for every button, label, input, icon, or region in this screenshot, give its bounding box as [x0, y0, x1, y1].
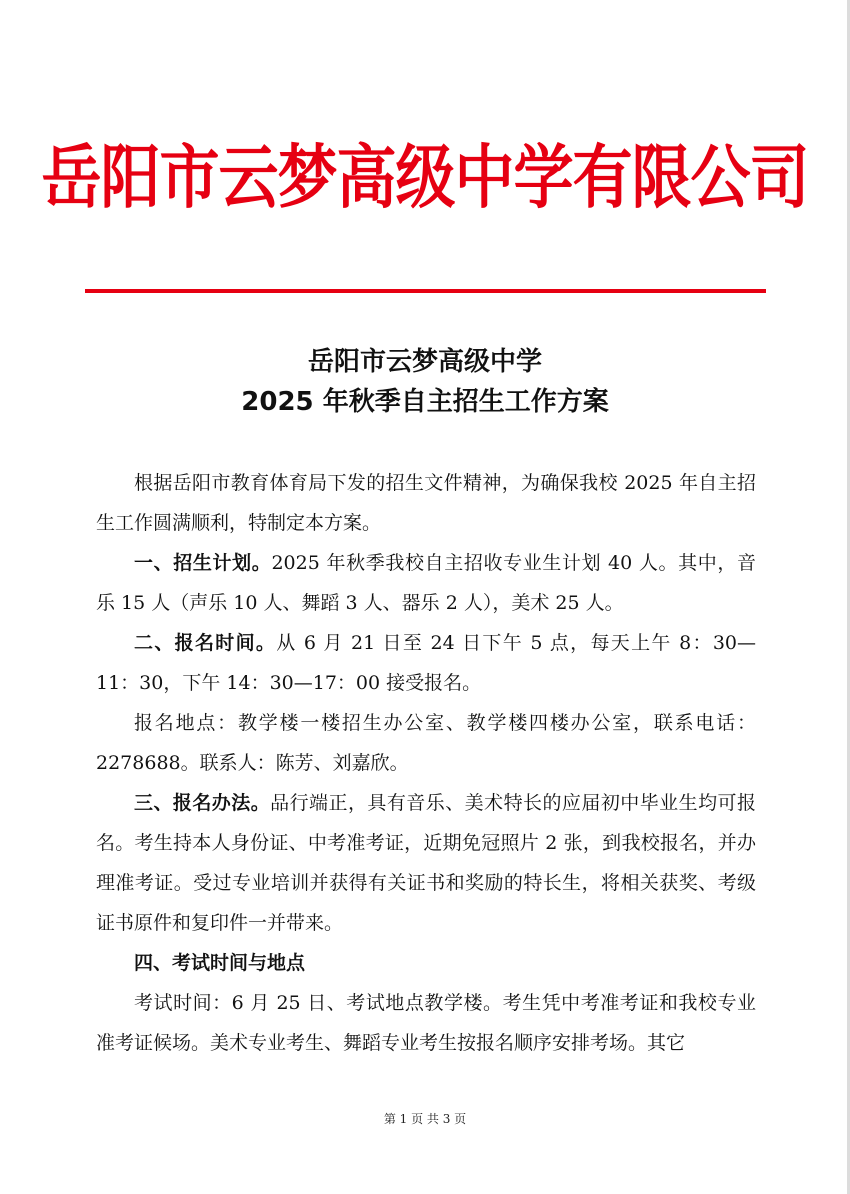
registration-method-paragraph [96, 783, 756, 943]
letterhead-red-rule [85, 289, 766, 293]
registration-method-heading: 三、报名办法。 [134, 792, 271, 814]
registration-method-text: 品行端正，具有音乐、美术特长的应届初中毕业生均可报名。考生持本人身份证、中考准考证，近期免冠照片 2 张，到我校报名，并办理准考证。受过专业培训并获得有关证书和奖励的特长生，将相关获奖、考级证书原件和复印件一并带来。 [96, 792, 756, 934]
registration-time-paragraph [96, 623, 756, 703]
exam-heading: 四、考试时间与地点 [134, 952, 306, 974]
letterhead-company-name: 岳阳市云梦高级中学有限公司 [41, 137, 809, 218]
enrollment-plan-paragraph [96, 543, 756, 623]
title-line-2: 2025 年秋季自主招生工作方案 [241, 387, 609, 417]
page-number: 第 1 页 共 3 页 [383, 1112, 467, 1126]
intro-paragraph: 根据岳阳市教育体育局下发的招生文件精神，为确保我校 2025 年自主招生工作圆满顺利，特制定本方案。 [96, 472, 756, 534]
enrollment-plan-heading: 一、招生计划。 [134, 552, 272, 574]
registration-time-text: 从 6 月 21 日至 24 日下午 5 点，每天上午 8：30—11：30，下午 14：30—17：00 接受报名。 [96, 632, 756, 694]
registration-time-heading: 二、报名时间。 [134, 632, 277, 654]
registration-location-paragraph: 报名地点：教学楼一楼招生办公室、教学楼四楼办公室，联系电话：2278688。联系人：陈芳、刘嘉欣。 [96, 712, 756, 774]
exam-paragraph: 考试时间：6 月 25 日、考试地点教学楼。考生凭中考准考证和我校专业准考证候场。美术专业考生、舞蹈专业考生按报名顺序安排考场。其它 [96, 992, 756, 1054]
title-line-1: 岳阳市云梦高级中学 [307, 347, 542, 377]
document-title [0, 342, 850, 422]
document-body [96, 463, 756, 1063]
enrollment-plan-text: 2025 年秋季我校自主招收专业生计划 40 人。其中，音乐 15 人（声乐 10 人、舞蹈 3 人、器乐 2 人），美术 25 人。 [96, 552, 756, 614]
